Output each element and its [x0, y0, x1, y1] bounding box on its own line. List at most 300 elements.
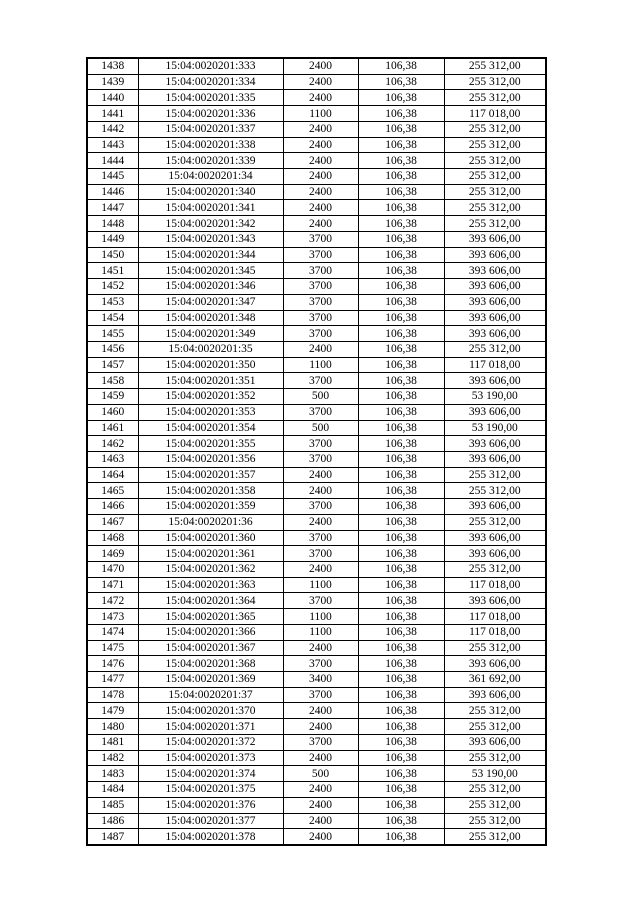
cadastral-number-cell: 15:04:0020201:339 — [138, 153, 283, 169]
amount-cell: 255 312,00 — [444, 467, 546, 483]
row-number-cell: 1448 — [87, 216, 138, 232]
rate-cell: 106,38 — [358, 169, 444, 185]
table-body — [87, 58, 546, 845]
amount-cell: 255 312,00 — [444, 782, 546, 798]
area-cell: 2400 — [283, 184, 358, 200]
area-cell: 2400 — [283, 813, 358, 829]
rate-cell: 106,38 — [358, 499, 444, 515]
row-number-cell: 1439 — [87, 74, 138, 90]
cadastral-number-cell: 15:04:0020201:363 — [138, 577, 283, 593]
area-cell: 3700 — [283, 373, 358, 389]
amount-cell: 117 018,00 — [444, 357, 546, 373]
rate-cell: 106,38 — [358, 279, 444, 295]
rate-cell: 106,38 — [358, 467, 444, 483]
amount-cell: 393 606,00 — [444, 373, 546, 389]
rate-cell: 106,38 — [358, 451, 444, 467]
table-row — [87, 483, 546, 499]
row-number-cell: 1438 — [87, 58, 138, 74]
row-number-cell: 1459 — [87, 389, 138, 405]
rate-cell: 106,38 — [358, 74, 444, 90]
area-cell: 2400 — [283, 341, 358, 357]
rate-cell: 106,38 — [358, 719, 444, 735]
rate-cell: 106,38 — [358, 734, 444, 750]
cadastral-number-cell: 15:04:0020201:361 — [138, 546, 283, 562]
rate-cell: 106,38 — [358, 357, 444, 373]
table-row — [87, 577, 546, 593]
cadastral-number-cell: 15:04:0020201:357 — [138, 467, 283, 483]
cadastral-number-cell: 15:04:0020201:353 — [138, 404, 283, 420]
amount-cell: 255 312,00 — [444, 813, 546, 829]
rate-cell: 106,38 — [358, 389, 444, 405]
area-cell: 2400 — [283, 750, 358, 766]
table-row — [87, 546, 546, 562]
table-row — [87, 514, 546, 530]
cadastral-number-cell: 15:04:0020201:375 — [138, 782, 283, 798]
row-number-cell: 1469 — [87, 546, 138, 562]
row-number-cell: 1451 — [87, 263, 138, 279]
area-cell: 3700 — [283, 656, 358, 672]
rate-cell: 106,38 — [358, 247, 444, 263]
cadastral-number-cell: 15:04:0020201:358 — [138, 483, 283, 499]
amount-cell: 393 606,00 — [444, 734, 546, 750]
area-cell: 2400 — [283, 200, 358, 216]
table-row — [87, 294, 546, 310]
row-number-cell: 1487 — [87, 829, 138, 845]
area-cell: 3700 — [283, 593, 358, 609]
area-cell: 3700 — [283, 404, 358, 420]
area-cell: 3700 — [283, 294, 358, 310]
amount-cell: 255 312,00 — [444, 829, 546, 845]
table-row — [87, 326, 546, 342]
table-row — [87, 687, 546, 703]
area-cell: 3700 — [283, 546, 358, 562]
row-number-cell: 1446 — [87, 184, 138, 200]
row-number-cell: 1461 — [87, 420, 138, 436]
table-row — [87, 404, 546, 420]
cadastral-number-cell: 15:04:0020201:365 — [138, 609, 283, 625]
cadastral-number-cell: 15:04:0020201:367 — [138, 640, 283, 656]
cadastral-number-cell: 15:04:0020201:337 — [138, 121, 283, 137]
rate-cell: 106,38 — [358, 609, 444, 625]
amount-cell: 255 312,00 — [444, 90, 546, 106]
row-number-cell: 1450 — [87, 247, 138, 263]
rate-cell: 106,38 — [358, 420, 444, 436]
rate-cell: 106,38 — [358, 373, 444, 389]
area-cell: 3700 — [283, 263, 358, 279]
area-cell: 3700 — [283, 499, 358, 515]
row-number-cell: 1472 — [87, 593, 138, 609]
rate-cell: 106,38 — [358, 263, 444, 279]
rate-cell: 106,38 — [358, 562, 444, 578]
rate-cell: 106,38 — [358, 750, 444, 766]
rate-cell: 106,38 — [358, 624, 444, 640]
cadastral-number-cell: 15:04:0020201:370 — [138, 703, 283, 719]
amount-cell: 255 312,00 — [444, 703, 546, 719]
area-cell: 2400 — [283, 169, 358, 185]
row-number-cell: 1464 — [87, 467, 138, 483]
row-number-cell: 1479 — [87, 703, 138, 719]
row-number-cell: 1462 — [87, 436, 138, 452]
row-number-cell: 1463 — [87, 451, 138, 467]
area-cell: 2400 — [283, 797, 358, 813]
amount-cell: 117 018,00 — [444, 106, 546, 122]
row-number-cell: 1481 — [87, 734, 138, 750]
area-cell: 2400 — [283, 703, 358, 719]
rate-cell: 106,38 — [358, 326, 444, 342]
table-row — [87, 530, 546, 546]
amount-cell: 393 606,00 — [444, 656, 546, 672]
table-row — [87, 216, 546, 232]
amount-cell: 255 312,00 — [444, 341, 546, 357]
table-row — [87, 813, 546, 829]
rate-cell: 106,38 — [358, 546, 444, 562]
area-cell: 2400 — [283, 153, 358, 169]
area-cell: 1100 — [283, 624, 358, 640]
amount-cell: 393 606,00 — [444, 247, 546, 263]
row-number-cell: 1468 — [87, 530, 138, 546]
rate-cell: 106,38 — [358, 200, 444, 216]
row-number-cell: 1456 — [87, 341, 138, 357]
row-number-cell: 1449 — [87, 231, 138, 247]
area-cell: 2400 — [283, 719, 358, 735]
amount-cell: 393 606,00 — [444, 546, 546, 562]
row-number-cell: 1484 — [87, 782, 138, 798]
row-number-cell: 1466 — [87, 499, 138, 515]
table-row — [87, 231, 546, 247]
cadastral-number-cell: 15:04:0020201:372 — [138, 734, 283, 750]
table-row — [87, 153, 546, 169]
rate-cell: 106,38 — [358, 121, 444, 137]
table-row — [87, 562, 546, 578]
rate-cell: 106,38 — [358, 153, 444, 169]
table-row — [87, 357, 546, 373]
rate-cell: 106,38 — [358, 341, 444, 357]
amount-cell: 117 018,00 — [444, 577, 546, 593]
cadastral-number-cell: 15:04:0020201:341 — [138, 200, 283, 216]
rate-cell: 106,38 — [358, 593, 444, 609]
rate-cell: 106,38 — [358, 703, 444, 719]
table-row — [87, 829, 546, 845]
table-row — [87, 310, 546, 326]
area-cell: 3700 — [283, 247, 358, 263]
cadastral-number-cell: 15:04:0020201:374 — [138, 766, 283, 782]
area-cell: 3400 — [283, 672, 358, 688]
amount-cell: 255 312,00 — [444, 216, 546, 232]
amount-cell: 393 606,00 — [444, 436, 546, 452]
table-row — [87, 247, 546, 263]
row-number-cell: 1452 — [87, 279, 138, 295]
rate-cell: 106,38 — [358, 656, 444, 672]
cadastral-number-cell: 15:04:0020201:347 — [138, 294, 283, 310]
area-cell: 1100 — [283, 609, 358, 625]
table-row — [87, 797, 546, 813]
rate-cell: 106,38 — [358, 813, 444, 829]
cadastral-number-cell: 15:04:0020201:359 — [138, 499, 283, 515]
amount-cell: 53 190,00 — [444, 389, 546, 405]
table-row — [87, 624, 546, 640]
cadastral-number-cell: 15:04:0020201:362 — [138, 562, 283, 578]
area-cell: 1100 — [283, 577, 358, 593]
cadastral-number-cell: 15:04:0020201:35 — [138, 341, 283, 357]
cadastral-number-cell: 15:04:0020201:354 — [138, 420, 283, 436]
cadastral-number-cell: 15:04:0020201:352 — [138, 389, 283, 405]
amount-cell: 393 606,00 — [444, 499, 546, 515]
parcel-table — [86, 57, 547, 846]
amount-cell: 255 312,00 — [444, 169, 546, 185]
rate-cell: 106,38 — [358, 404, 444, 420]
cadastral-number-cell: 15:04:0020201:335 — [138, 90, 283, 106]
row-number-cell: 1482 — [87, 750, 138, 766]
cadastral-number-cell: 15:04:0020201:364 — [138, 593, 283, 609]
row-number-cell: 1471 — [87, 577, 138, 593]
row-number-cell: 1486 — [87, 813, 138, 829]
table-row — [87, 734, 546, 750]
area-cell: 2400 — [283, 137, 358, 153]
table-row — [87, 640, 546, 656]
area-cell: 3700 — [283, 231, 358, 247]
table-row — [87, 200, 546, 216]
row-number-cell: 1454 — [87, 310, 138, 326]
amount-cell: 255 312,00 — [444, 121, 546, 137]
cadastral-number-cell: 15:04:0020201:338 — [138, 137, 283, 153]
rate-cell: 106,38 — [358, 672, 444, 688]
row-number-cell: 1453 — [87, 294, 138, 310]
amount-cell: 393 606,00 — [444, 530, 546, 546]
cadastral-number-cell: 15:04:0020201:355 — [138, 436, 283, 452]
amount-cell: 255 312,00 — [444, 719, 546, 735]
area-cell: 3700 — [283, 734, 358, 750]
area-cell: 2400 — [283, 58, 358, 74]
table-row — [87, 58, 546, 74]
amount-cell: 53 190,00 — [444, 766, 546, 782]
row-number-cell: 1473 — [87, 609, 138, 625]
amount-cell: 255 312,00 — [444, 797, 546, 813]
amount-cell: 255 312,00 — [444, 58, 546, 74]
row-number-cell: 1440 — [87, 90, 138, 106]
amount-cell: 117 018,00 — [444, 624, 546, 640]
cadastral-number-cell: 15:04:0020201:342 — [138, 216, 283, 232]
amount-cell: 361 692,00 — [444, 672, 546, 688]
area-cell: 500 — [283, 389, 358, 405]
row-number-cell: 1455 — [87, 326, 138, 342]
table-row — [87, 782, 546, 798]
amount-cell: 393 606,00 — [444, 263, 546, 279]
row-number-cell: 1444 — [87, 153, 138, 169]
table-row — [87, 436, 546, 452]
table-row — [87, 467, 546, 483]
rate-cell: 106,38 — [358, 294, 444, 310]
cadastral-number-cell: 15:04:0020201:336 — [138, 106, 283, 122]
row-number-cell: 1467 — [87, 514, 138, 530]
row-number-cell: 1465 — [87, 483, 138, 499]
amount-cell: 393 606,00 — [444, 326, 546, 342]
table-row — [87, 121, 546, 137]
area-cell: 2400 — [283, 467, 358, 483]
cadastral-number-cell: 15:04:0020201:351 — [138, 373, 283, 389]
amount-cell: 53 190,00 — [444, 420, 546, 436]
table-row — [87, 656, 546, 672]
cadastral-number-cell: 15:04:0020201:371 — [138, 719, 283, 735]
table-row — [87, 672, 546, 688]
table-row — [87, 169, 546, 185]
cadastral-number-cell: 15:04:0020201:344 — [138, 247, 283, 263]
area-cell: 500 — [283, 420, 358, 436]
amount-cell: 117 018,00 — [444, 609, 546, 625]
area-cell: 2400 — [283, 562, 358, 578]
row-number-cell: 1457 — [87, 357, 138, 373]
cadastral-number-cell: 15:04:0020201:360 — [138, 530, 283, 546]
rate-cell: 106,38 — [358, 216, 444, 232]
area-cell: 2400 — [283, 90, 358, 106]
cadastral-number-cell: 15:04:0020201:356 — [138, 451, 283, 467]
table-row — [87, 341, 546, 357]
cadastral-number-cell: 15:04:0020201:345 — [138, 263, 283, 279]
amount-cell: 393 606,00 — [444, 593, 546, 609]
table-row — [87, 750, 546, 766]
amount-cell: 255 312,00 — [444, 514, 546, 530]
rate-cell: 106,38 — [358, 829, 444, 845]
row-number-cell: 1460 — [87, 404, 138, 420]
table-row — [87, 609, 546, 625]
row-number-cell: 1485 — [87, 797, 138, 813]
cadastral-number-cell: 15:04:0020201:369 — [138, 672, 283, 688]
area-cell: 3700 — [283, 530, 358, 546]
table-row — [87, 263, 546, 279]
table-row — [87, 420, 546, 436]
area-cell: 3700 — [283, 687, 358, 703]
amount-cell: 393 606,00 — [444, 294, 546, 310]
area-cell: 500 — [283, 766, 358, 782]
table-row — [87, 137, 546, 153]
cadastral-number-cell: 15:04:0020201:334 — [138, 74, 283, 90]
table-row — [87, 451, 546, 467]
row-number-cell: 1483 — [87, 766, 138, 782]
amount-cell: 255 312,00 — [444, 184, 546, 200]
row-number-cell: 1474 — [87, 624, 138, 640]
table-row — [87, 593, 546, 609]
rate-cell: 106,38 — [358, 514, 444, 530]
rate-cell: 106,38 — [358, 530, 444, 546]
amount-cell: 255 312,00 — [444, 640, 546, 656]
area-cell: 2400 — [283, 829, 358, 845]
table-row — [87, 766, 546, 782]
cadastral-number-cell: 15:04:0020201:340 — [138, 184, 283, 200]
rate-cell: 106,38 — [358, 231, 444, 247]
row-number-cell: 1476 — [87, 656, 138, 672]
amount-cell: 255 312,00 — [444, 562, 546, 578]
area-cell: 3700 — [283, 279, 358, 295]
area-cell: 2400 — [283, 640, 358, 656]
area-cell: 2400 — [283, 782, 358, 798]
amount-cell: 393 606,00 — [444, 231, 546, 247]
cadastral-number-cell: 15:04:0020201:368 — [138, 656, 283, 672]
rate-cell: 106,38 — [358, 184, 444, 200]
area-cell: 1100 — [283, 357, 358, 373]
amount-cell: 255 312,00 — [444, 200, 546, 216]
table-row — [87, 90, 546, 106]
row-number-cell: 1480 — [87, 719, 138, 735]
amount-cell: 393 606,00 — [444, 310, 546, 326]
rate-cell: 106,38 — [358, 483, 444, 499]
area-cell: 3700 — [283, 451, 358, 467]
amount-cell: 393 606,00 — [444, 451, 546, 467]
table-row — [87, 373, 546, 389]
cadastral-number-cell: 15:04:0020201:350 — [138, 357, 283, 373]
cadastral-number-cell: 15:04:0020201:373 — [138, 750, 283, 766]
rate-cell: 106,38 — [358, 58, 444, 74]
rate-cell: 106,38 — [358, 106, 444, 122]
rate-cell: 106,38 — [358, 310, 444, 326]
area-cell: 2400 — [283, 121, 358, 137]
row-number-cell: 1443 — [87, 137, 138, 153]
row-number-cell: 1441 — [87, 106, 138, 122]
area-cell: 3700 — [283, 326, 358, 342]
rate-cell: 106,38 — [358, 577, 444, 593]
cadastral-number-cell: 15:04:0020201:343 — [138, 231, 283, 247]
cadastral-number-cell: 15:04:0020201:34 — [138, 169, 283, 185]
rate-cell: 106,38 — [358, 782, 444, 798]
amount-cell: 255 312,00 — [444, 153, 546, 169]
table-row — [87, 106, 546, 122]
row-number-cell: 1478 — [87, 687, 138, 703]
area-cell: 2400 — [283, 74, 358, 90]
cadastral-number-cell: 15:04:0020201:377 — [138, 813, 283, 829]
area-cell: 2400 — [283, 216, 358, 232]
cadastral-number-cell: 15:04:0020201:378 — [138, 829, 283, 845]
table-row — [87, 74, 546, 90]
row-number-cell: 1442 — [87, 121, 138, 137]
table-row — [87, 184, 546, 200]
cadastral-number-cell: 15:04:0020201:376 — [138, 797, 283, 813]
area-cell: 2400 — [283, 483, 358, 499]
amount-cell: 255 312,00 — [444, 750, 546, 766]
cadastral-number-cell: 15:04:0020201:366 — [138, 624, 283, 640]
area-cell: 3700 — [283, 310, 358, 326]
row-number-cell: 1477 — [87, 672, 138, 688]
row-number-cell: 1445 — [87, 169, 138, 185]
row-number-cell: 1458 — [87, 373, 138, 389]
row-number-cell: 1447 — [87, 200, 138, 216]
rate-cell: 106,38 — [358, 766, 444, 782]
cadastral-number-cell: 15:04:0020201:37 — [138, 687, 283, 703]
row-number-cell: 1470 — [87, 562, 138, 578]
cadastral-number-cell: 15:04:0020201:349 — [138, 326, 283, 342]
amount-cell: 393 606,00 — [444, 687, 546, 703]
rate-cell: 106,38 — [358, 90, 444, 106]
table-row — [87, 719, 546, 735]
area-cell: 2400 — [283, 514, 358, 530]
rate-cell: 106,38 — [358, 640, 444, 656]
area-cell: 3700 — [283, 436, 358, 452]
cadastral-number-cell: 15:04:0020201:348 — [138, 310, 283, 326]
cadastral-number-cell: 15:04:0020201:36 — [138, 514, 283, 530]
table-row — [87, 279, 546, 295]
amount-cell: 393 606,00 — [444, 404, 546, 420]
area-cell: 1100 — [283, 106, 358, 122]
amount-cell: 255 312,00 — [444, 74, 546, 90]
row-number-cell: 1475 — [87, 640, 138, 656]
table-row — [87, 499, 546, 515]
cadastral-number-cell: 15:04:0020201:333 — [138, 58, 283, 74]
amount-cell: 255 312,00 — [444, 483, 546, 499]
rate-cell: 106,38 — [358, 137, 444, 153]
table-row — [87, 389, 546, 405]
cadastral-number-cell: 15:04:0020201:346 — [138, 279, 283, 295]
rate-cell: 106,38 — [358, 687, 444, 703]
rate-cell: 106,38 — [358, 436, 444, 452]
amount-cell: 393 606,00 — [444, 279, 546, 295]
rate-cell: 106,38 — [358, 797, 444, 813]
